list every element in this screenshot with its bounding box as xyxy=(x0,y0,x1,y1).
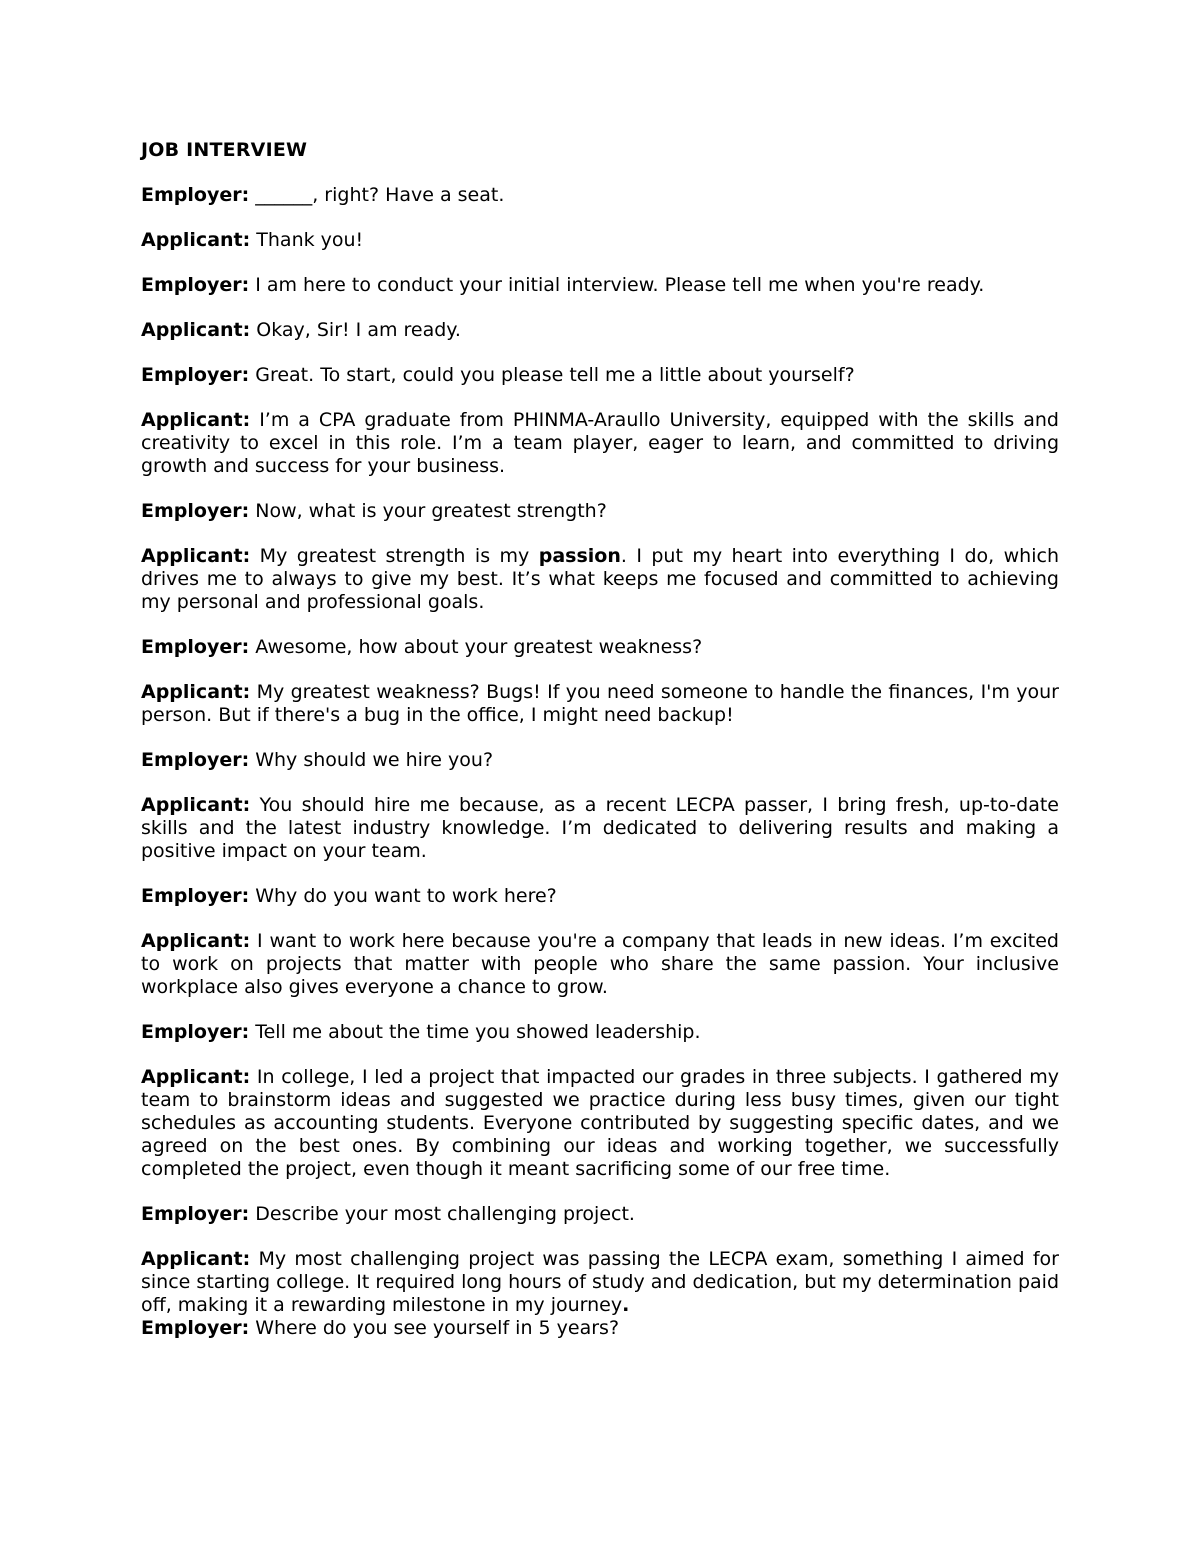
dialogue-text: Where do you see yourself in 5 years? xyxy=(249,1317,620,1339)
speaker-label: Applicant: xyxy=(141,319,251,341)
dialogue-turn xyxy=(141,681,1059,727)
dialogue-text: My most challenging project was passing the LECPA exam, something I aimed for since starting college. It required long hours of study and dedication, but my determination paid off, making it a rewarding milestone in my journey xyxy=(141,1248,1059,1316)
dialogue-text: My greatest strength is my xyxy=(250,545,539,567)
dialogue-text: Thank you! xyxy=(250,229,364,251)
dialogue-turn xyxy=(141,545,1059,614)
speaker-label: Employer: xyxy=(141,274,250,296)
dialogue-turn xyxy=(141,930,1059,999)
dialogue-turn xyxy=(141,229,1059,252)
speaker-label: Applicant: xyxy=(141,794,251,816)
dialogue-text: I want to work here because you're a company that leads in new ideas. I’m excited to work on projects that matter with people who share the same passion. Your inclusive workplace also gives everyone a chance to grow. xyxy=(141,930,1059,998)
dialogue-turn xyxy=(141,364,1059,387)
dialogue-turn xyxy=(141,885,1059,908)
dialogue-turn xyxy=(141,500,1059,523)
dialogue-turn xyxy=(141,794,1059,863)
speaker-label: Employer: xyxy=(141,364,250,386)
trailing-bold-period: . xyxy=(622,1294,630,1316)
dialogue-turn xyxy=(141,1248,1059,1317)
emphasized-word: passion xyxy=(538,545,621,567)
dialogue-turn xyxy=(141,1021,1059,1044)
dialogue-turn xyxy=(141,749,1059,772)
speaker-label: Employer: xyxy=(141,1317,250,1339)
dialogue-text: I am here to conduct your initial interview. Please tell me when you're ready. xyxy=(249,274,985,296)
dialogue-turn xyxy=(141,636,1059,659)
speaker-label: Employer: xyxy=(141,1203,250,1225)
speaker-label: Applicant: xyxy=(141,1248,251,1270)
dialogue-text: In college, I led a project that impacted our grades in three subjects. I gathered my team to brainstorm ideas and suggested we practice during less busy times, given our tight schedules as accounting students. Everyone contributed by suggesting specific dates, and we agreed on the best ones. By combining our ideas and working together, we successfully completed the project, even though it meant sacrificing some of our free time. xyxy=(141,1066,1059,1180)
speaker-label: Applicant: xyxy=(141,545,251,567)
dialogue-text: Why should we hire you? xyxy=(249,749,494,771)
speaker-label: Employer: xyxy=(141,1021,250,1043)
dialogue-text: Great. To start, could you please tell me a little about yourself? xyxy=(249,364,855,386)
speaker-label: Applicant: xyxy=(141,1066,251,1088)
speaker-label: Employer: xyxy=(141,749,250,771)
speaker-label: Applicant: xyxy=(141,930,251,952)
speaker-label: Applicant: xyxy=(141,681,251,703)
dialogue-turn xyxy=(141,1203,1059,1226)
speaker-label: Applicant: xyxy=(141,409,251,431)
dialogue-text: I’m a CPA graduate from PHINMA-Araullo University, equipped with the skills and creativity to excel in this role. I’m a team player, eager to learn, and committed to driving growth and success for your business. xyxy=(141,409,1059,477)
dialogue-text: Tell me about the time you showed leadership. xyxy=(249,1021,701,1043)
dialogue-text: Why do you want to work here? xyxy=(249,885,557,907)
dialogue-text: ______, right? Have a seat. xyxy=(249,184,505,206)
dialogue-turn xyxy=(141,409,1059,478)
dialogue-text: My greatest weakness? Bugs! If you need someone to handle the finances, I'm your person. But if there's a bug in the office, I might need backup! xyxy=(141,681,1059,726)
speaker-label: Employer: xyxy=(141,636,250,658)
dialogue-text: Describe your most challenging project. xyxy=(249,1203,635,1225)
speaker-label: Employer: xyxy=(141,184,250,206)
dialogue-turn xyxy=(141,1317,1059,1340)
dialogue-text: Now, what is your greatest strength? xyxy=(249,500,607,522)
speaker-label: Applicant: xyxy=(141,229,251,251)
dialogue-turn xyxy=(141,1066,1059,1181)
dialogue-turn xyxy=(141,184,1059,207)
document-page xyxy=(141,139,1059,1362)
speaker-label: Employer: xyxy=(141,500,250,522)
dialogue-text: . I put my heart into everything I do, which drives me to always to give my best. It’s what keeps me focused and committed to achieving my personal and professional goals. xyxy=(141,545,1059,613)
dialogue-turn xyxy=(141,319,1059,342)
dialogue-text: Okay, Sir! I am ready. xyxy=(250,319,461,341)
dialogue-text: You should hire me because, as a recent LECPA passer, I bring fresh, up-to-date skills and the latest industry knowledge. I’m dedicated to delivering results and making a positive impact on your team. xyxy=(141,794,1059,862)
dialogue-turn xyxy=(141,274,1059,297)
speaker-label: Employer: xyxy=(141,885,250,907)
document-title: JOB INTERVIEW xyxy=(141,139,308,161)
dialogue-text: Awesome, how about your greatest weakness? xyxy=(249,636,703,658)
